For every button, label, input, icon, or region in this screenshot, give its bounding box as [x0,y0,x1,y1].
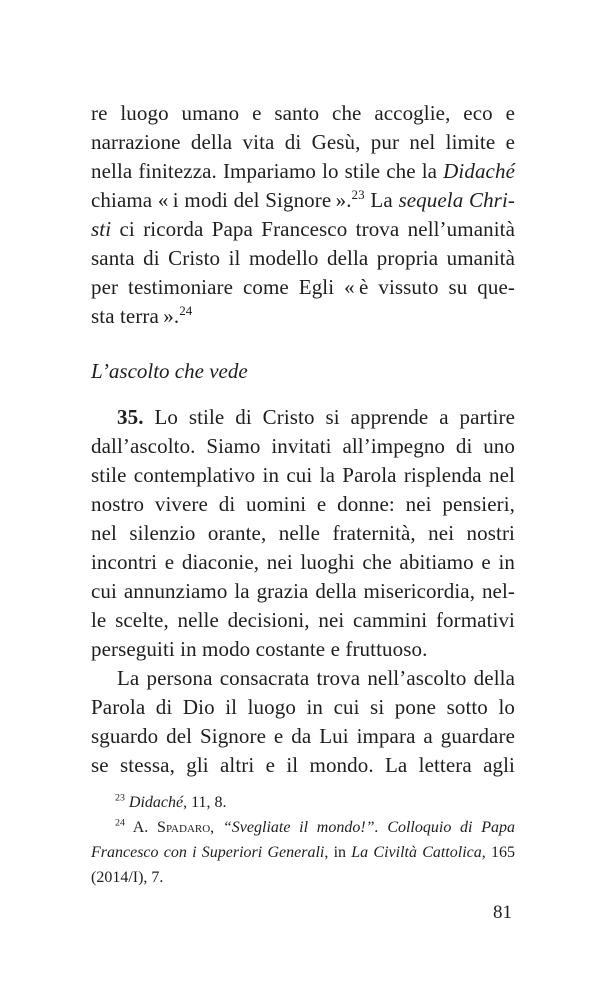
text-segment: nel silenzio orante, nelle fraternità, nei nostri [91,521,515,545]
text-line [91,519,515,548]
text-line [91,128,515,157]
text-line [91,722,515,751]
text-segment: Lo stile di Cristo si apprende a partire [143,405,515,429]
text-line [91,461,515,490]
text-segment: 35. [117,405,144,429]
footnote-ref: 24 [179,303,193,318]
text-segment: incontri e diaconie, nei luoghi che abitiamo e in [91,550,515,574]
text-line [91,357,515,386]
text-line [91,186,515,215]
text-segment: Parola di Dio il luogo in cui si pone sotto lo [91,695,515,719]
text-line [91,664,515,693]
text-line [91,751,515,780]
text-block [91,99,515,890]
text-line [91,157,515,186]
text-segment: narrazione della vita di Gesù, pur nel limite e [91,130,515,154]
text-segment: , in [324,844,352,861]
section-heading [91,357,515,386]
text-line [91,490,515,519]
text-segment: se stessa, gli altri e il mondo. La lettera agli [91,753,515,777]
text-line [91,244,515,273]
text-segment: Didaché [128,794,184,811]
text-line [91,635,515,664]
text-segment: chiama « i modi del Signore ». [91,188,352,212]
text-segment: L’ascolto che vede [91,359,248,383]
text-line [91,273,515,302]
text-segment: ci ricorda Papa Francesco trova nell’umanità [111,217,515,241]
text-segment: cui annunziamo la grazia della misericordia, nel- [91,579,515,603]
text-segment: La persona consacrata trova nell’ascolto della [117,666,515,690]
text-segment: Didaché [443,159,515,183]
footnote-ref: 24 [115,817,125,829]
paragraph-continued [91,99,515,331]
text-line [91,302,515,331]
text-line [91,432,515,461]
text-segment: Francesco con i Superiori Generali [91,844,325,861]
text-segment: (2014/I), 7. [91,869,164,886]
text-line [91,693,515,722]
text-segment: La [364,188,399,212]
text-line [91,99,515,128]
footnotes [91,790,515,890]
paragraph-35 [91,403,515,664]
text-segment: nostro vivere di uomini e donne: nei pensieri, [91,492,515,516]
text-segment: “Svegliate il mondo!”. Colloquio di Papa [222,819,516,836]
text-segment: nella finitezza. Impariamo lo stile che la [91,159,444,183]
text-line [91,577,515,606]
text-line [91,548,515,577]
text-segment: , 165 [481,844,515,861]
text-segment: sequela Chri- [398,188,515,212]
footnote-ref: 23 [115,792,125,804]
text-segment: A. [124,819,158,836]
text-line [91,865,515,890]
page-number: 81 [493,902,512,923]
text-segment: stile contemplativo in cui la Parola risplenda nel [91,463,515,487]
text-segment: le scelte, nelle decisioni, nei cammini formativi [91,608,515,632]
text-segment: sta terra ». [91,304,180,328]
text-line [91,840,515,865]
text-segment: perseguiti in modo costante e fruttuoso. [91,637,428,661]
text-line [91,815,515,840]
paragraph [91,664,515,780]
footnote-ref: 23 [351,187,365,202]
text-segment: , [210,819,223,836]
text-segment: per testimoniare come Egli « è vissuto su que- [91,275,515,299]
text-line [91,215,515,244]
text-segment: santa di Cristo il modello della propria umanità [91,246,515,270]
text-segment: , 11, 8. [183,794,227,811]
text-segment: sti [91,217,112,241]
text-line [91,403,515,432]
text-segment: dall’ascolto. Siamo invitati all’impegno di uno [91,434,515,458]
text-line [91,790,515,815]
text-segment: Spadaro [157,819,211,836]
text-segment: sguardo del Signore e da Lui impara a guardare [91,724,515,748]
text-segment: re luogo umano e santo che accoglie, eco e [91,101,515,125]
text-segment: La Civiltà Cattolica [351,844,482,861]
text-line [91,606,515,635]
